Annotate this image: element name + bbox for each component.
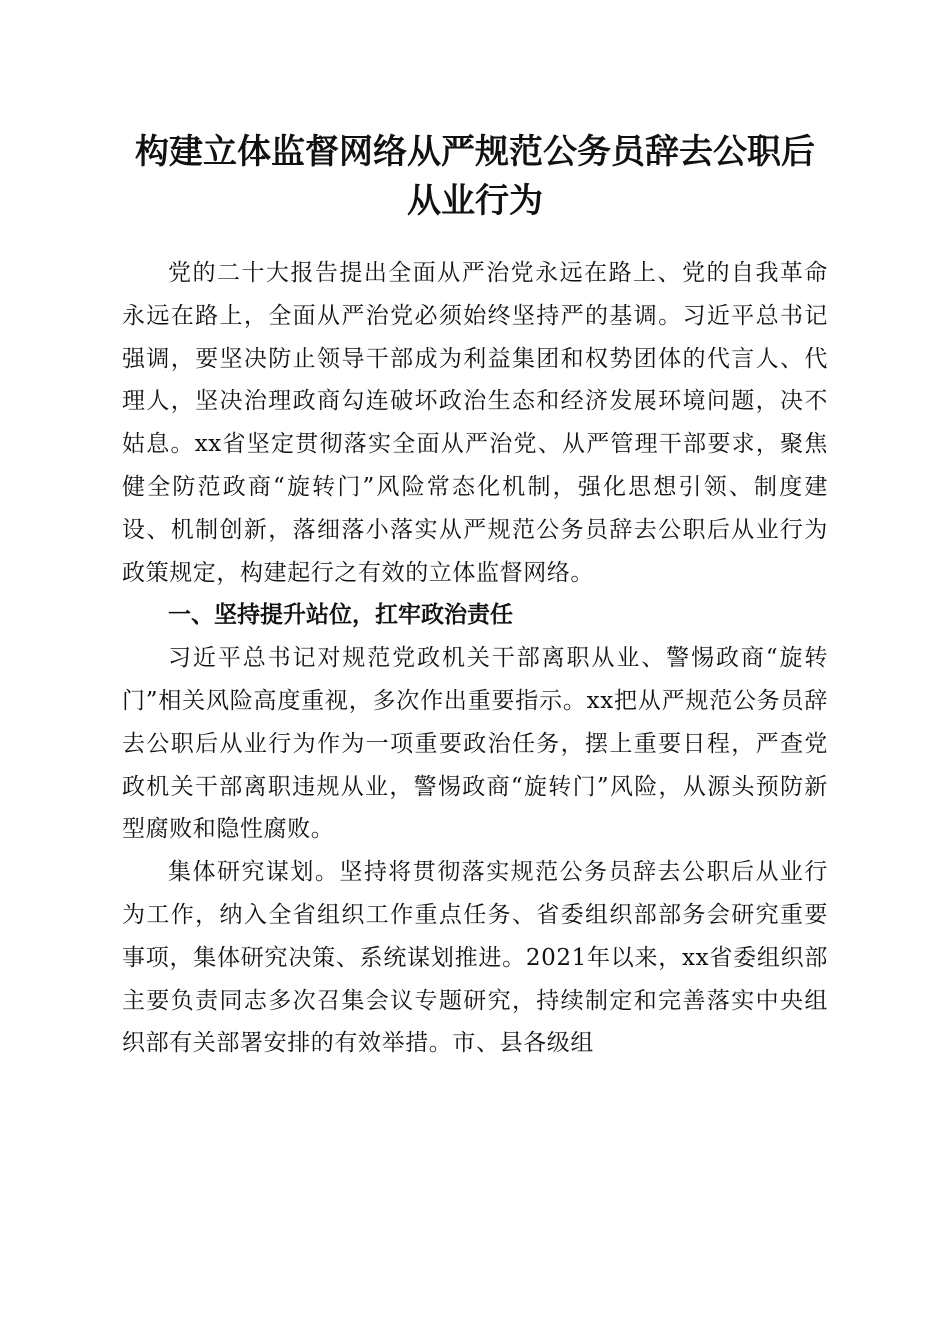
- section-heading-1: 一、坚持提升站位，扛牢政治责任: [168, 602, 513, 629]
- section-1-paragraph-1: 习近平总书记对规范党政机关干部离职从业、警惕政商“旋转门”相关风险高度重视，多次作出重要指示。xx把从严规范公务员辞去公职后从业行为作为一项重要政治任务，摆上重要日程，严查党政机关干部离职违规从业，警惕政商“旋转门”风险，从源头预防新型腐败和隐性腐败。: [122, 645, 828, 843]
- section-1-paragraph-2: 集体研究谋划。坚持将贯彻落实规范公务员辞去公职后从业行为工作，纳入全省组织工作重点任务、省委组织部部务会研究重要事项，集体研究决策、系统谋划推进。2021年以来，xx省委组织部主要负责同志多次召集会议专题研究，持续制定和完善落实中央组织部有关部署安排的有效举措。市、县各级组: [122, 859, 828, 1057]
- title-line-1: 构建立体监督网络从严规范公务员辞去公职后: [135, 132, 815, 172]
- document-body: [122, 252, 828, 1065]
- document-title: [100, 128, 850, 226]
- title-line-2: 从业行为: [407, 181, 543, 221]
- intro-paragraph: 党的二十大报告提出全面从严治党永远在路上、党的自我革命永远在路上，全面从严治党必须始终坚持严的基调。习近平总书记强调，要坚决防止领导干部成为利益集团和权势团体的代言人、代理人，坚决治理政商勾连破坏政治生态和经济发展环境问题，决不姑息。xx省坚定贯彻落实全面从严治党、从严管理干部要求，聚焦健全防范政商“旋转门”风险常态化机制，强化思想引领、制度建设、机制创新，落细落小落实从严规范公务员辞去公职后从业行为政策规定，构建起行之有效的立体监督网络。: [122, 260, 828, 586]
